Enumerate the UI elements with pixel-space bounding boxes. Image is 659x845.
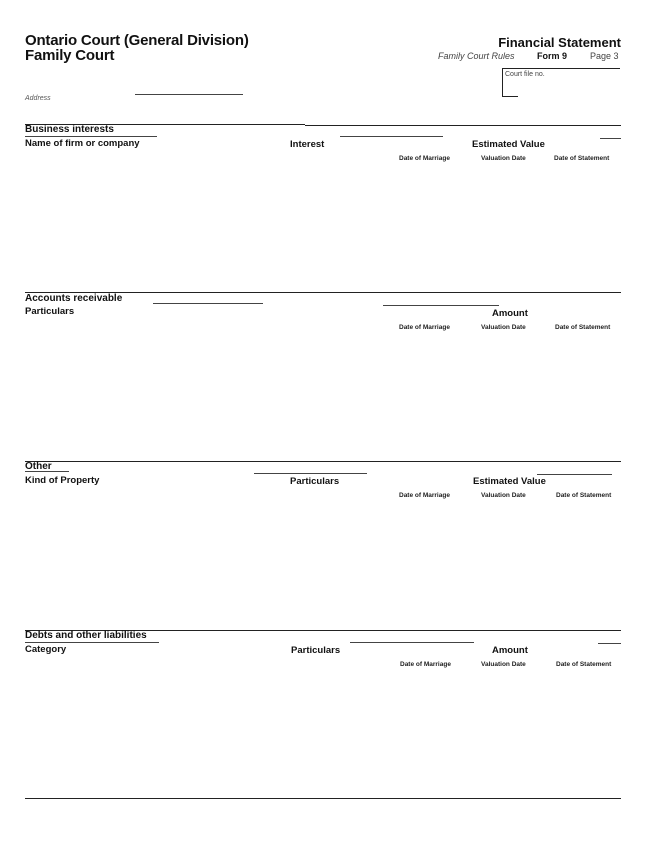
- debts-col-particulars: Particulars: [291, 645, 341, 656]
- other-col-particulars: Particulars: [290, 476, 340, 487]
- header-rule: [340, 136, 443, 137]
- accounts-entry-area[interactable]: [25, 337, 621, 455]
- title-underline: [25, 136, 157, 137]
- other-sub-valuation-date: Valuation Date: [481, 492, 526, 499]
- other-sub-date-marriage: Date of Marriage: [399, 492, 450, 499]
- header-rule: [350, 642, 474, 643]
- business-sub-date-marriage: Date of Marriage: [399, 155, 450, 162]
- address-label: Address: [25, 95, 51, 102]
- debts-entry-area[interactable]: [25, 674, 621, 792]
- debts-sub-date-marriage: Date of Marriage: [400, 661, 451, 668]
- form-title: Financial Statement: [498, 35, 621, 50]
- other-entry-area[interactable]: [25, 505, 621, 623]
- header-rule: [153, 303, 263, 304]
- header-rule: [254, 473, 367, 474]
- business-sub-valuation-date: Valuation Date: [481, 155, 526, 162]
- accounts-sub-valuation-date: Valuation Date: [481, 324, 526, 331]
- page-number: Page 3: [590, 51, 619, 61]
- accounts-sub-date-statement: Date of Statement: [555, 324, 611, 331]
- debts-section-title: Debts and other liabilities: [25, 630, 147, 641]
- business-col-interest: Interest: [290, 139, 325, 150]
- other-col-estimated-value: Estimated Value: [473, 476, 546, 487]
- debts-sub-date-statement: Date of Statement: [556, 661, 612, 668]
- header-rule: [383, 305, 499, 306]
- debts-col-amount: Amount: [492, 645, 528, 656]
- rules-label: Family Court Rules: [438, 51, 515, 61]
- accounts-col-amount: Amount: [492, 308, 528, 319]
- debts-col-category: Category: [25, 644, 67, 655]
- business-section-title: Business interests: [25, 124, 114, 135]
- section-rule: [25, 461, 621, 462]
- business-entry-area[interactable]: [25, 168, 621, 286]
- business-col-name: Name of firm or company: [25, 138, 140, 149]
- title-underline: [25, 642, 159, 643]
- court-file-box-bottom: [502, 96, 518, 97]
- title-underline: [25, 471, 69, 472]
- court-name: Ontario Court (General Division): [25, 32, 249, 49]
- court-file-box-top: [502, 68, 620, 69]
- address-line[interactable]: [135, 94, 243, 95]
- header-rule: [537, 474, 612, 475]
- business-col-estimated-value: Estimated Value: [472, 139, 545, 150]
- accounts-col-particulars: Particulars: [25, 306, 75, 317]
- court-file-label: Court file no.: [505, 71, 545, 78]
- debts-sub-valuation-date: Valuation Date: [481, 661, 526, 668]
- business-sub-date-statement: Date of Statement: [554, 155, 610, 162]
- court-file-input[interactable]: [520, 76, 618, 92]
- court-file-box-left: [502, 68, 503, 96]
- court-branch: Family Court: [25, 47, 115, 64]
- accounts-sub-date-marriage: Date of Marriage: [399, 324, 450, 331]
- other-section-title: Other: [25, 461, 52, 472]
- header-rule: [598, 643, 621, 644]
- accounts-section-title: Accounts receivable: [25, 293, 123, 304]
- other-col-kind: Kind of Property: [25, 475, 100, 486]
- bottom-rule: [25, 798, 621, 799]
- header-rule: [600, 138, 621, 139]
- other-sub-date-statement: Date of Statement: [556, 492, 612, 499]
- form-number: Form 9: [537, 51, 568, 61]
- section-rule: [305, 125, 621, 126]
